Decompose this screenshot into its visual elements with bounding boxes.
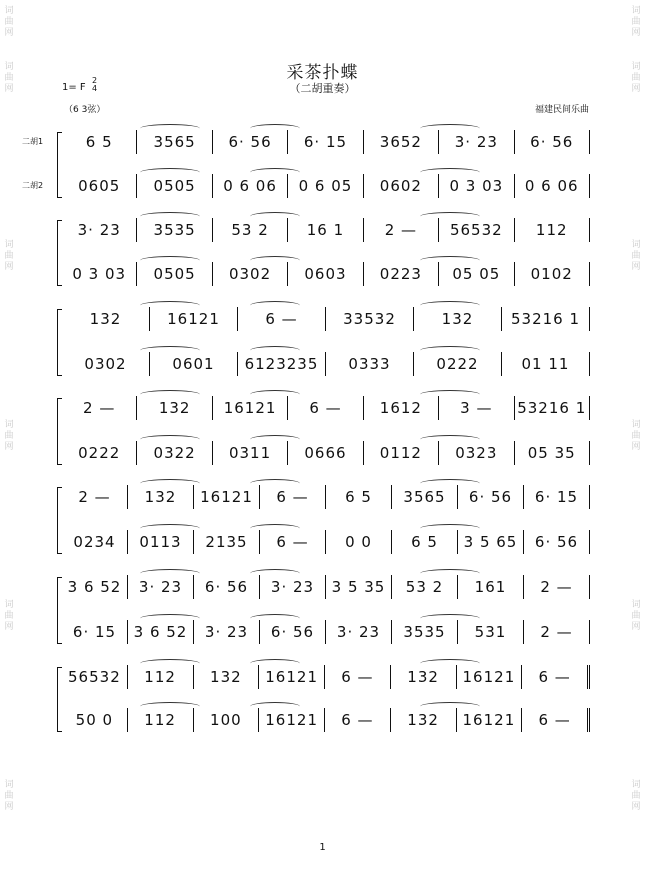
staff-line-erhu1 [62, 130, 590, 154]
measure: 16121 [259, 665, 325, 689]
watermark-left-3: 词曲网 [4, 240, 14, 272]
measure: 16 1 [288, 218, 363, 242]
slur-arc [140, 479, 200, 488]
measure: 53 2 [392, 575, 458, 599]
measure: 100 [194, 708, 260, 732]
watermark-left-6: 词曲网 [4, 780, 14, 812]
slur-arc [250, 390, 300, 399]
slur-arc [420, 614, 480, 623]
measure: 132 [194, 665, 260, 689]
measure: 0234 [62, 530, 128, 554]
measure: 3· 23 [326, 620, 392, 644]
staff-line-erhu2 [62, 530, 590, 554]
measure: 05 05 [439, 262, 514, 286]
measure: 3 5 65 [458, 530, 524, 554]
composer-credit: 福建民间乐曲 [534, 105, 589, 115]
measure: 0 3 03 [439, 174, 514, 198]
measure: 16121 [457, 665, 523, 689]
measure: 0605 [62, 174, 137, 198]
measure: 1612 [364, 396, 439, 420]
measure: 3652 [364, 130, 439, 154]
measure: 2 — [524, 575, 590, 599]
slur-arc [140, 435, 200, 444]
measure: 0311 [213, 441, 288, 465]
staff-line-erhu1 [62, 307, 590, 331]
measure: 2 — [62, 485, 128, 509]
slur-arc [140, 124, 200, 133]
measure: 3· 23 [128, 575, 194, 599]
staff-line-erhu2 [62, 441, 590, 465]
watermark-left-2: 词曲网 [4, 62, 14, 94]
measure: 2 — [364, 218, 439, 242]
measure: 112 [128, 708, 194, 732]
measure: 53216 1 [502, 307, 590, 331]
slur-arc [420, 524, 480, 533]
measure: 0323 [439, 441, 514, 465]
measure: 56532 [62, 665, 128, 689]
slur-arc [250, 659, 300, 668]
page-number: 1 [319, 842, 326, 853]
key-signature: 1= F [62, 82, 86, 93]
measure: 6 — [522, 665, 590, 689]
slur-arc [420, 702, 480, 711]
measure: 112 [128, 665, 194, 689]
slur-arc [140, 256, 200, 265]
measure: 3· 23 [62, 218, 137, 242]
measure: 3· 23 [260, 575, 326, 599]
staff-line-erhu1 [62, 485, 590, 509]
measure: 6 — [238, 307, 326, 331]
measure: 0102 [515, 262, 590, 286]
measure: 33532 [326, 307, 414, 331]
measure: 3· 23 [439, 130, 514, 154]
measure: 132 [391, 665, 457, 689]
measure: 6123235 [238, 352, 326, 376]
measure: 0112 [364, 441, 439, 465]
watermark-right-6: 词曲网 [631, 780, 641, 812]
measure: 0603 [288, 262, 363, 286]
measure: 0505 [137, 174, 212, 198]
slur-arc [420, 212, 480, 221]
measure: 3535 [137, 218, 212, 242]
measure: 0 6 06 [515, 174, 590, 198]
slur-arc [250, 614, 300, 623]
tuning-note: （6 3弦） [64, 105, 106, 115]
watermark-left-1: 词曲网 [4, 6, 14, 38]
slur-arc [420, 479, 480, 488]
measure: 6 — [522, 708, 590, 732]
measure: 6· 56 [194, 575, 260, 599]
measure: 6· 15 [62, 620, 128, 644]
slur-arc [140, 212, 200, 221]
measure: 6 — [288, 396, 363, 420]
time-signature-bottom: 4 [92, 84, 98, 93]
watermark-right-2: 词曲网 [631, 62, 641, 94]
measure: 6 5 [326, 485, 392, 509]
part-label-erhu1: 二胡1 [22, 137, 44, 146]
watermark-right-1: 词曲网 [631, 6, 641, 38]
measure: 16121 [457, 708, 523, 732]
staff-line-erhu1 [62, 218, 590, 242]
staff-line-erhu2 [62, 620, 590, 644]
measure: 53 2 [213, 218, 288, 242]
watermark-right-3: 词曲网 [631, 240, 641, 272]
measure: 3 5 35 [326, 575, 392, 599]
measure: 6· 15 [288, 130, 363, 154]
slur-arc [250, 569, 300, 578]
measure: 3 — [439, 396, 514, 420]
measure: 6 — [325, 708, 391, 732]
measure: 3565 [392, 485, 458, 509]
slur-arc [250, 702, 300, 711]
slur-arc [140, 390, 200, 399]
slur-arc [250, 301, 300, 310]
measure: 6· 56 [515, 130, 590, 154]
measure: 0505 [137, 262, 212, 286]
measure: 531 [458, 620, 524, 644]
slur-arc [140, 659, 200, 668]
measure: 0223 [364, 262, 439, 286]
measure: 16121 [213, 396, 288, 420]
measure: 3 6 52 [128, 620, 194, 644]
measure: 50 0 [62, 708, 128, 732]
watermark-right-5: 词曲网 [631, 600, 641, 632]
slur-arc [250, 124, 300, 133]
watermark-right-4: 词曲网 [631, 420, 641, 452]
slur-arc [250, 346, 300, 355]
measure: 3 6 52 [62, 575, 128, 599]
measure: 6 5 [62, 130, 137, 154]
measure: 05 35 [515, 441, 590, 465]
measure: 0602 [364, 174, 439, 198]
measure: 0222 [62, 441, 137, 465]
measure: 0 0 [326, 530, 392, 554]
staff-line-erhu2 [62, 352, 590, 376]
part-label-erhu2: 二胡2 [22, 181, 44, 190]
slur-arc [140, 614, 200, 623]
slur-arc [420, 124, 480, 133]
measure: 2135 [194, 530, 260, 554]
slur-arc [140, 524, 200, 533]
score-title: 采茶扑蝶 [286, 63, 359, 83]
measure: 132 [62, 307, 150, 331]
measure: 0 3 03 [62, 262, 137, 286]
measure: 0333 [326, 352, 414, 376]
slur-arc [420, 301, 480, 310]
slur-arc [420, 569, 480, 578]
measure: 0113 [128, 530, 194, 554]
measure: 161 [458, 575, 524, 599]
measure: 16121 [150, 307, 238, 331]
measure: 56532 [439, 218, 514, 242]
measure: 6· 56 [524, 530, 590, 554]
measure: 3565 [137, 130, 212, 154]
slur-arc [250, 212, 300, 221]
measure: 16121 [259, 708, 325, 732]
measure: 112 [515, 218, 590, 242]
slur-arc [140, 569, 200, 578]
measure: 0222 [414, 352, 502, 376]
measure: 6· 56 [458, 485, 524, 509]
measure: 6· 15 [524, 485, 590, 509]
measure: 53216 1 [515, 396, 590, 420]
measure: 0666 [288, 441, 363, 465]
slur-arc [140, 168, 200, 177]
slur-arc [420, 435, 480, 444]
measure: 132 [137, 396, 212, 420]
score-subtitle: （二胡重奏） [289, 82, 356, 95]
slur-arc [250, 524, 300, 533]
staff-line-erhu1 [62, 396, 590, 420]
measure: 6· 56 [213, 130, 288, 154]
time-signature [92, 77, 97, 93]
slur-arc [420, 659, 480, 668]
measure: 01 11 [502, 352, 590, 376]
measure: 6· 56 [260, 620, 326, 644]
time-signature-top: 2 [92, 76, 98, 85]
measure: 6 — [260, 485, 326, 509]
measure: 0 6 05 [288, 174, 363, 198]
measure: 0302 [62, 352, 150, 376]
measure: 0601 [150, 352, 238, 376]
staff-line-erhu2 [62, 174, 590, 198]
measure: 0 6 06 [213, 174, 288, 198]
slur-arc [250, 479, 300, 488]
staff-line-erhu1 [62, 575, 590, 599]
slur-arc [420, 168, 480, 177]
watermark-left-4: 词曲网 [4, 420, 14, 452]
measure: 6 — [260, 530, 326, 554]
staff-line-erhu1 [62, 665, 590, 689]
watermark-left-5: 词曲网 [4, 600, 14, 632]
measure: 132 [414, 307, 502, 331]
slur-arc [420, 390, 480, 399]
measure: 16121 [194, 485, 260, 509]
slur-arc [140, 702, 200, 711]
slur-arc [250, 435, 300, 444]
measure: 132 [128, 485, 194, 509]
slur-arc [420, 256, 480, 265]
measure: 3· 23 [194, 620, 260, 644]
slur-arc [140, 346, 200, 355]
measure: 132 [391, 708, 457, 732]
slur-arc [250, 256, 300, 265]
staff-line-erhu2 [62, 262, 590, 286]
staff-line-erhu2 [62, 708, 590, 732]
measure: 6 — [325, 665, 391, 689]
measure: 0302 [213, 262, 288, 286]
slur-arc [250, 168, 300, 177]
measure: 2 — [524, 620, 590, 644]
slur-arc [140, 301, 200, 310]
measure: 2 — [62, 396, 137, 420]
measure: 6 5 [392, 530, 458, 554]
slur-arc [420, 346, 480, 355]
measure: 0322 [137, 441, 212, 465]
measure: 3535 [392, 620, 458, 644]
